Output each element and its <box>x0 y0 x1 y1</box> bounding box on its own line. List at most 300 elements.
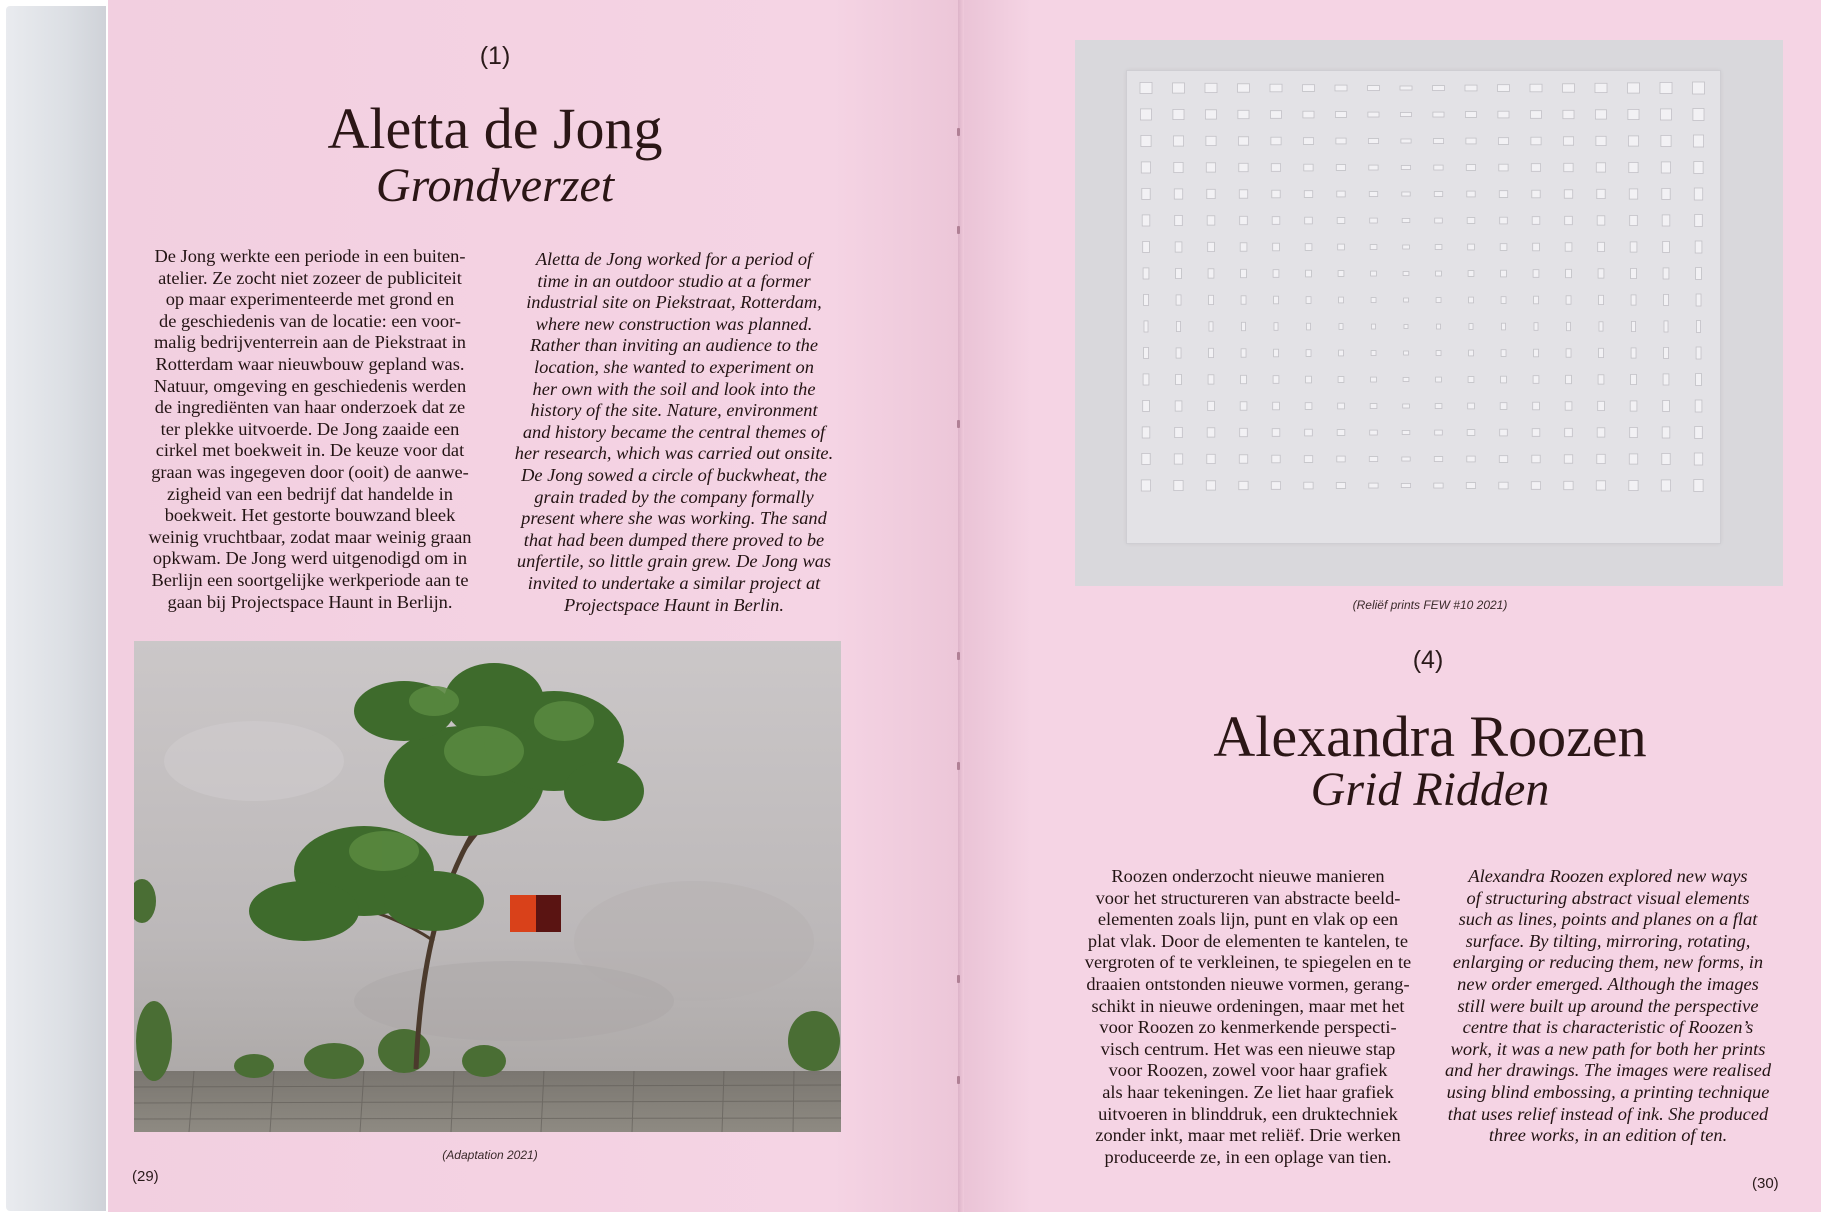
embossed-mark <box>1305 217 1313 224</box>
embossed-mark <box>1141 135 1151 146</box>
embossed-mark <box>1661 480 1670 491</box>
work-title: Grondverzet <box>375 159 615 212</box>
embossed-mark <box>1368 139 1378 144</box>
embossed-mark <box>1372 324 1376 329</box>
embossed-mark <box>1208 242 1215 251</box>
page-number: (30) <box>1752 1175 1779 1192</box>
embossed-mark <box>1273 270 1279 278</box>
embossed-mark <box>1563 110 1574 118</box>
embossed-mark <box>1369 192 1377 197</box>
binding-stitch <box>957 226 960 234</box>
embossed-mark <box>1141 480 1150 491</box>
embossed-mark <box>1401 139 1411 143</box>
embossed-mark <box>1596 163 1605 172</box>
embossed-mark <box>1598 269 1604 278</box>
embossed-mark <box>1466 483 1475 489</box>
embossed-mark <box>1696 374 1702 386</box>
embossed-mark <box>1595 83 1607 92</box>
embossed-mark <box>1531 137 1541 145</box>
embossed-mark <box>1400 113 1411 117</box>
embossed-mark <box>1173 109 1184 119</box>
embossed-mark <box>1433 112 1444 117</box>
embossed-mark <box>1628 83 1640 93</box>
embossed-mark <box>1175 427 1183 437</box>
embossed-mark <box>1239 481 1248 489</box>
page-number: (29) <box>132 1168 159 1185</box>
embossed-mark <box>1206 481 1215 490</box>
embossed-mark <box>1303 85 1315 92</box>
embossed-mark <box>1436 271 1442 276</box>
embossed-mark <box>1435 218 1443 223</box>
embossed-mark <box>1176 268 1182 278</box>
embossed-mark <box>1695 215 1703 227</box>
embossed-mark <box>1400 86 1412 90</box>
embossed-mark <box>1142 188 1150 199</box>
embossed-mark <box>1271 164 1280 172</box>
section-number: (4) <box>1412 646 1444 674</box>
embossed-mark <box>1567 322 1571 330</box>
embossed-mark <box>1695 400 1702 412</box>
embossed-mark <box>1274 349 1279 357</box>
embossed-mark <box>1499 164 1508 171</box>
binding-stitch <box>957 1076 960 1084</box>
embossed-mark <box>1207 428 1215 437</box>
section-number: (1) <box>479 42 511 70</box>
embossed-mark <box>1174 189 1182 199</box>
embossed-mark <box>1176 374 1182 384</box>
embossed-mark <box>1696 347 1701 359</box>
embossed-mark <box>1597 189 1605 198</box>
embossed-mark <box>1628 109 1639 119</box>
embossed-mark <box>1663 400 1670 411</box>
embossed-mark <box>1631 295 1636 305</box>
embossed-mark <box>1175 242 1182 252</box>
embossed-mark <box>1466 138 1476 144</box>
tree-wall-illustration <box>134 641 841 1132</box>
embossed-mark <box>1304 456 1312 463</box>
embossed-mark <box>1336 138 1346 144</box>
embossed-mark <box>1238 84 1250 92</box>
embossed-mark <box>1534 296 1539 304</box>
embossed-mark <box>1401 484 1410 488</box>
embossed-mark <box>1500 217 1508 224</box>
embossed-mark <box>1242 322 1246 330</box>
embossed-mark <box>1208 269 1214 278</box>
embossed-mark <box>1533 270 1539 278</box>
embossed-mark <box>1209 348 1214 357</box>
embossed-mark <box>1174 480 1183 490</box>
embossed-mark <box>1500 244 1507 251</box>
embossed-mark <box>1370 430 1378 435</box>
embossed-mark <box>1630 215 1638 225</box>
body-text-dutch: Roozen onderzocht nieuwe manieren voor het structureren van abstracte beeld- elementen zoals lijn, punt en vlak op een plat vlak. Door de elementen te kantelen, te vergroten of te verkleinen, te spiegelen en te draaien ontstonden nieuwe vormen, gerang- schikt in nieuwe ordeningen, maar met het voor Roozen zo kenmerkende perspecti- visch centrum. Het was een nieuwe stap voor Roozen, zowel voor haar grafiek als haar tekeningen. Ze liet haar grafiek uitvoeren in blinddruk, een druktechniek zonder inkt, maar met reliëf. Drie werken produceerde ze, in een oplage van tien. <box>1084 866 1412 1167</box>
embossed-mark <box>1272 190 1280 198</box>
embossed-mark <box>1499 191 1507 198</box>
embossed-mark <box>1434 483 1443 488</box>
embossed-mark <box>1173 136 1183 146</box>
embossed-mark <box>1629 189 1637 199</box>
embossed-mark <box>1468 244 1475 250</box>
embossed-mark <box>1371 377 1377 382</box>
embossed-mark <box>1597 428 1605 437</box>
artwork-photo-tree <box>134 641 841 1132</box>
embossed-mark <box>1533 402 1540 410</box>
embossed-mark <box>1404 325 1408 329</box>
embossed-mark <box>1173 83 1185 93</box>
embossed-mark <box>1338 271 1344 277</box>
embossed-mark <box>1631 374 1637 384</box>
embossed-mark <box>1272 217 1280 225</box>
embossed-mark <box>1530 111 1541 119</box>
embossed-mark <box>1143 400 1150 411</box>
embossed-mark <box>1371 271 1377 276</box>
embossed-mark <box>1306 297 1311 304</box>
book-gutter <box>958 0 964 1212</box>
embossed-mark <box>1563 137 1573 145</box>
embossed-mark <box>1436 377 1442 382</box>
embossed-mark <box>1403 272 1409 276</box>
embossed-mark <box>1664 347 1669 358</box>
back-cover-edge <box>6 6 106 1211</box>
embossed-mark <box>1208 375 1214 384</box>
embossed-mark <box>1207 216 1215 225</box>
embossed-mark <box>1338 244 1345 250</box>
embossed-mark <box>1176 295 1181 305</box>
embossed-mark <box>1306 350 1311 357</box>
embossed-mark <box>1696 268 1702 280</box>
embossed-mark <box>1499 456 1507 463</box>
embossed-mark <box>1632 321 1636 331</box>
embossed-mark <box>1370 404 1377 409</box>
embossed-mark <box>1630 242 1637 252</box>
embossed-mark <box>1174 454 1182 464</box>
embossed-mark <box>1467 456 1475 462</box>
embossed-mark <box>1662 215 1670 226</box>
embossed-mark <box>1335 85 1347 91</box>
embossed-mark <box>1629 162 1638 172</box>
embossed-mark <box>1661 135 1671 146</box>
embossed-mark <box>1401 166 1410 170</box>
embossed-mark <box>1697 321 1701 333</box>
embossed-mark <box>1241 296 1246 304</box>
embossed-grid-pattern <box>1126 70 1721 544</box>
work-title: Grid Ridden <box>1310 763 1550 816</box>
embossed-mark <box>1662 188 1670 199</box>
embossed-mark <box>1307 323 1311 330</box>
embossed-mark <box>1140 109 1151 120</box>
embossed-mark <box>1435 430 1443 435</box>
image-caption: (Adaptation 2021) <box>442 1148 538 1162</box>
embossed-mark <box>1143 268 1149 279</box>
embossed-mark <box>1565 428 1573 436</box>
embossed-mark <box>1207 454 1215 463</box>
embossed-mark <box>1694 162 1703 174</box>
embossed-mark <box>1304 164 1313 171</box>
embossed-mark <box>1270 84 1282 92</box>
artwork-photo-relief-print <box>1075 40 1783 586</box>
embossed-mark <box>1402 431 1410 435</box>
embossed-mark <box>1663 374 1669 385</box>
embossed-mark <box>1599 295 1604 304</box>
embossed-mark <box>1176 348 1181 358</box>
embossed-mark <box>1238 137 1248 145</box>
embossed-mark <box>1273 376 1279 384</box>
embossed-mark <box>1370 245 1377 250</box>
embossed-mark <box>1337 456 1345 462</box>
embossed-mark <box>1433 86 1445 91</box>
embossed-mark <box>1338 377 1344 383</box>
embossed-mark <box>1205 110 1216 119</box>
embossed-mark <box>1533 376 1539 384</box>
embossed-mark <box>1564 190 1572 198</box>
embossed-mark <box>1599 322 1603 331</box>
embossed-mark <box>1368 112 1379 117</box>
embossed-mark <box>1437 324 1441 329</box>
embossed-mark <box>1337 191 1345 197</box>
embossed-mark <box>1143 241 1150 252</box>
embossed-mark <box>1436 298 1441 303</box>
embossed-mark <box>1371 351 1376 356</box>
embossed-mark <box>1240 243 1247 251</box>
embossed-mark <box>1498 111 1509 118</box>
embossed-mark <box>1501 376 1507 383</box>
embossed-mark <box>1660 109 1671 120</box>
embossed-mark <box>1664 294 1669 305</box>
embossed-mark <box>1597 454 1605 463</box>
embossed-mark <box>1693 82 1705 94</box>
embossed-mark <box>1403 404 1410 408</box>
embossed-mark <box>1595 110 1606 119</box>
embossed-mark <box>1206 163 1215 172</box>
embossed-mark <box>1564 163 1573 171</box>
embossed-mark <box>1631 348 1636 358</box>
embossed-mark <box>1369 483 1378 488</box>
embossed-mark <box>1565 216 1573 224</box>
embossed-mark <box>1629 480 1638 490</box>
embossed-mark <box>1336 483 1345 489</box>
embossed-mark <box>1564 481 1573 489</box>
embossed-mark <box>1631 268 1637 278</box>
embossed-mark <box>1465 85 1477 91</box>
embossed-mark <box>1403 245 1410 249</box>
embossed-mark <box>1240 216 1248 224</box>
embossed-mark <box>1274 323 1278 331</box>
embossed-mark <box>1240 428 1248 436</box>
embossed-mark <box>1238 110 1249 118</box>
embossed-mark <box>1596 481 1605 490</box>
embossed-mark <box>1694 480 1703 492</box>
embossed-mark <box>1630 401 1637 411</box>
embossed-mark <box>1694 453 1702 465</box>
embossed-mark <box>1630 427 1638 437</box>
embossed-mark <box>1144 294 1149 305</box>
embossed-mark <box>1144 347 1149 358</box>
embossed-mark <box>1533 243 1540 251</box>
binding-stitch <box>957 762 960 770</box>
embossed-mark <box>1141 162 1150 173</box>
embossed-mark <box>1467 218 1475 224</box>
embossed-mark <box>1175 401 1182 411</box>
artist-name: Aletta de Jong <box>327 96 663 161</box>
embossed-mark <box>1694 188 1702 200</box>
embossed-mark <box>1304 191 1312 198</box>
embossed-mark <box>1467 430 1475 436</box>
embossed-mark <box>1660 82 1672 93</box>
embossed-mark <box>1339 297 1344 303</box>
embossed-mark <box>1498 138 1508 145</box>
embossed-mark <box>1502 323 1506 330</box>
relief-print-sheet <box>1126 70 1721 544</box>
embossed-mark <box>1140 82 1152 93</box>
embossed-mark <box>1305 244 1312 251</box>
embossed-mark <box>1534 349 1539 357</box>
embossed-mark <box>1501 297 1506 304</box>
embossed-mark <box>1434 165 1443 170</box>
embossed-mark <box>1402 192 1410 196</box>
embossed-mark <box>1531 164 1540 172</box>
embossed-mark <box>1433 139 1443 144</box>
embossed-mark <box>1530 84 1542 92</box>
embossed-mark <box>1241 375 1247 383</box>
embossed-mark <box>1239 455 1247 463</box>
embossed-mark <box>1404 298 1409 302</box>
embossed-mark <box>1435 245 1442 250</box>
embossed-mark <box>1532 217 1540 225</box>
embossed-mark <box>1402 219 1410 223</box>
embossed-mark <box>1563 84 1575 92</box>
embossed-mark <box>1369 165 1378 170</box>
embossed-mark <box>1599 348 1604 357</box>
embossed-mark <box>1695 427 1703 439</box>
embossed-mark <box>1369 457 1377 462</box>
embossed-mark <box>1469 324 1473 330</box>
binding-stitch <box>957 652 960 660</box>
embossed-mark <box>1566 296 1571 304</box>
embossed-mark <box>1436 351 1441 356</box>
image-caption: (Reliëf prints FEW #10 2021) <box>1352 598 1508 612</box>
embossed-mark <box>1566 349 1571 357</box>
embossed-mark <box>1532 429 1540 437</box>
embossed-mark <box>1564 455 1572 463</box>
embossed-mark <box>1628 136 1638 146</box>
embossed-mark <box>1467 191 1475 197</box>
embossed-mark <box>1565 243 1572 251</box>
embossed-mark <box>1143 374 1149 385</box>
embossed-mark <box>1629 454 1637 464</box>
embossed-mark <box>1273 243 1280 251</box>
embossed-mark <box>1532 455 1540 463</box>
embossed-mark <box>1303 138 1313 145</box>
embossed-mark <box>1435 404 1442 409</box>
embossed-mark <box>1335 112 1346 118</box>
body-text-english: Aletta de Jong worked for a period of time in an outdoor studio at a former industrial site on Piekstraat, Rotterdam, where new construction was planned. Rather than inviting an audience to the location, she wanted to experiment on her own with the soil and look into the history of the site. Nature, environment and history became the central themes of her research, which was carried out onsite. De Jong sowed a circle of buckwheat, the grain traded by the company formally present where she was working. The sand that had been dumped there proved to be unfertile, so little grain grew. De Jong was invited to undertake a similar project at Projectspace Haunt in Berlin. <box>514 249 834 615</box>
embossed-mark <box>1434 457 1442 462</box>
embossed-mark <box>1207 189 1215 198</box>
embossed-mark <box>1241 349 1246 357</box>
embossed-mark <box>1466 165 1475 171</box>
artist-name: Alexandra Roozen <box>1213 704 1647 769</box>
embossed-mark <box>1598 375 1604 384</box>
embossed-mark <box>1597 216 1605 225</box>
embossed-mark <box>1305 429 1313 436</box>
binding-stitch <box>957 975 960 983</box>
embossed-mark <box>1339 350 1344 356</box>
embossed-mark <box>1566 375 1572 383</box>
embossed-mark <box>1696 294 1701 306</box>
embossed-mark <box>1468 403 1475 409</box>
embossed-mark <box>1402 457 1410 461</box>
embossed-mark <box>1337 218 1345 224</box>
embossed-mark <box>1271 137 1281 145</box>
embossed-mark <box>1500 403 1507 410</box>
embossed-mark <box>1469 350 1474 356</box>
embossed-mark <box>1339 324 1343 330</box>
embossed-mark <box>1209 295 1214 304</box>
embossed-mark <box>1500 429 1508 436</box>
binding-stitch <box>957 128 960 136</box>
embossed-mark <box>1662 427 1670 438</box>
embossed-mark <box>1695 241 1702 253</box>
embossed-mark <box>1598 401 1605 410</box>
embossed-mark <box>1566 269 1572 277</box>
embossed-mark <box>1337 430 1345 436</box>
binding-stitch <box>957 420 960 428</box>
embossed-mark <box>1598 242 1605 251</box>
embossed-mark <box>1142 427 1150 438</box>
embossed-mark <box>1271 482 1280 490</box>
embossed-mark <box>1663 241 1670 252</box>
embossed-mark <box>1501 350 1506 357</box>
embossed-mark <box>1468 271 1474 277</box>
embossed-mark <box>1303 111 1314 118</box>
embossed-mark <box>1596 136 1606 145</box>
embossed-mark <box>1693 135 1703 147</box>
embossed-mark <box>1469 297 1474 303</box>
embossed-mark <box>1336 165 1345 171</box>
embossed-mark <box>1371 298 1376 303</box>
embossed-mark <box>1565 402 1572 410</box>
body-text-english: Alexandra Roozen explored new ways of structuring abstract visual elements such as lines, points and planes on a flat surface. By tilting, mirroring, rotating, enlarging or reducing them, new forms, in new order emerged. Although the images still were built up around the perspective centre that is characteristic of Roozen’s work, it was a new path for both her prints and her drawings. The images were realised using blind embossing, a printing technique that uses relief instead of ink. She produced three works, in an edition of ten. <box>1444 866 1772 1146</box>
embossed-mark <box>1468 377 1474 383</box>
embossed-mark <box>1404 351 1409 355</box>
embossed-mark <box>1465 112 1476 118</box>
embossed-mark <box>1174 162 1183 172</box>
embossed-mark <box>1239 190 1247 198</box>
embossed-mark <box>1209 322 1213 331</box>
embossed-mark <box>1241 269 1247 277</box>
embossed-mark <box>1273 402 1280 410</box>
embossed-mark <box>1501 270 1507 277</box>
embossed-mark <box>1338 403 1345 409</box>
embossed-mark <box>1499 482 1508 489</box>
embossed-mark <box>1368 86 1380 91</box>
embossed-mark <box>1239 163 1248 171</box>
embossed-mark <box>1142 453 1150 464</box>
embossed-mark <box>1661 162 1670 173</box>
embossed-mark <box>1206 136 1216 145</box>
embossed-mark <box>1175 215 1183 225</box>
embossed-mark <box>1304 482 1313 489</box>
embossed-mark <box>1664 321 1668 332</box>
embossed-mark <box>1270 111 1281 119</box>
embossed-mark <box>1240 402 1247 410</box>
embossed-mark <box>1434 192 1442 197</box>
embossed-mark <box>1142 215 1150 226</box>
embossed-mark <box>1144 321 1148 332</box>
embossed-mark <box>1272 455 1280 463</box>
body-text-dutch: De Jong werkte een periode in een buiten- atelier. Ze zocht niet zozeer de publiciteit op maar experimenteerde met grond en de geschiedenis van de locatie: een voor- malig bedrijventerrein aan de Piekstraat in Rotterdam waar nieuwbouw gepland was. Natuur, omgeving en geschiedenis werden de ingrediënten van haar onderzoek dat ze ter plekke uitvoerde. De Jong zaaide een cirkel met boekweit in. De keuze voor dat graan was ingegeven door (ooit) de aanwe- zigheid van een bedrijf dat handelde in boekweit. Het gestorte bouwzand bleek weinig vruchtbaar, zodat maar weinig graan opkwam. De Jong werd uitgenodigd om in Berlijn een soortgelijke werkperiode aan te gaan bij Projectspace Haunt in Berlijn. <box>148 246 472 612</box>
embossed-mark <box>1403 378 1409 382</box>
